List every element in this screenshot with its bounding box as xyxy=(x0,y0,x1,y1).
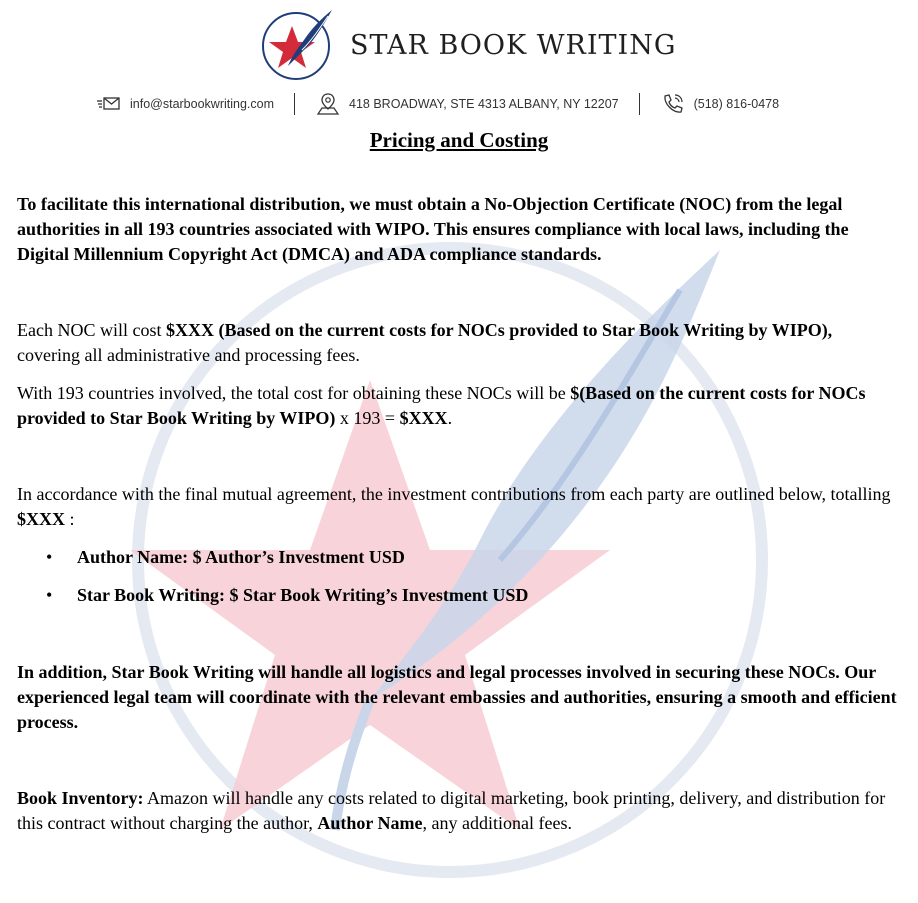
text: In accordance with the final mutual agreement, the investment contributions from each party are outlined below, totalling xyxy=(17,484,891,504)
bullet-icon: • xyxy=(46,585,53,605)
logo-icon xyxy=(262,8,338,82)
bold-text: $XXX xyxy=(17,509,65,529)
brand-name: STAR BOOK WRITING xyxy=(350,30,677,61)
paragraph-investment xyxy=(17,482,897,532)
email-icon xyxy=(96,92,122,116)
paragraph-noc-cost xyxy=(17,318,897,368)
bullet-sep: : xyxy=(182,547,193,567)
bold-text: Author Name xyxy=(317,813,423,833)
contact-email xyxy=(96,92,274,116)
text: , any additional fees. xyxy=(422,813,572,833)
bullet-label: Star Book Writing xyxy=(77,585,220,605)
text: . xyxy=(447,408,453,428)
bullet-value: $ Star Book Writing’s Investment USD xyxy=(229,585,529,605)
email-text[interactable]: info@starbookwriting.com xyxy=(130,97,274,111)
bullet-label: Author Name xyxy=(77,547,183,567)
bold-text: $(Based on the current costs for NOCs provided to Star Book Writing by WIPO) xyxy=(17,383,866,428)
divider xyxy=(294,93,295,115)
phone-icon xyxy=(660,92,686,116)
page-title: Pricing and Costing xyxy=(369,128,549,152)
phone-text[interactable]: (518) 816-0478 xyxy=(693,97,780,111)
text: Amazon will handle any costs related to digital marketing, book printing, delivery, and distribution for this contract without charging the author, xyxy=(17,788,886,833)
contact-bar xyxy=(96,90,779,118)
text: : xyxy=(65,509,75,529)
divider xyxy=(639,93,640,115)
list-item xyxy=(46,545,405,570)
bullet-icon: • xyxy=(46,547,53,567)
text: x 193 = xyxy=(335,408,400,428)
text: covering all administrative and processing fees. xyxy=(17,345,360,365)
paragraph-noc-intro: To facilitate this international distribution, we must obtain a No-Objection Certificate (NOC) from the legal authorities in all 193 countries associated with WIPO. This ensures compliance with local laws, including the Digital Millennium Copyright Act (DMCA) and ADA compliance standards. xyxy=(17,194,849,264)
contact-address xyxy=(315,92,619,116)
list-item xyxy=(46,583,528,608)
text: With 193 countries involved, the total cost for obtaining these NOCs will be xyxy=(17,383,571,403)
bold-label: Book Inventory: xyxy=(17,788,144,808)
paragraph-book-inventory xyxy=(17,786,897,836)
paragraph-total-cost xyxy=(17,381,897,431)
address-text: 418 BROADWAY, STE 4313 ALBANY, NY 12207 xyxy=(349,97,619,111)
paragraph-logistics: In addition, Star Book Writing will handle all logistics and legal processes involved in securing these NOCs. Our experienced legal team will coordinate with the relevant embassies and authorities, ensuring a smooth and efficient process. xyxy=(17,662,897,732)
bullet-sep: : xyxy=(219,585,230,605)
bold-text: $XXX (Based on the current costs for NOCs provided to Star Book Writing by WIPO), xyxy=(165,320,833,340)
contact-phone xyxy=(660,92,779,116)
letterhead xyxy=(0,6,918,82)
text: Each NOC will cost xyxy=(17,320,166,340)
bold-text: $XXX xyxy=(399,408,448,428)
bullet-value: $ Author’s Investment USD xyxy=(192,547,405,567)
location-icon xyxy=(315,92,341,116)
